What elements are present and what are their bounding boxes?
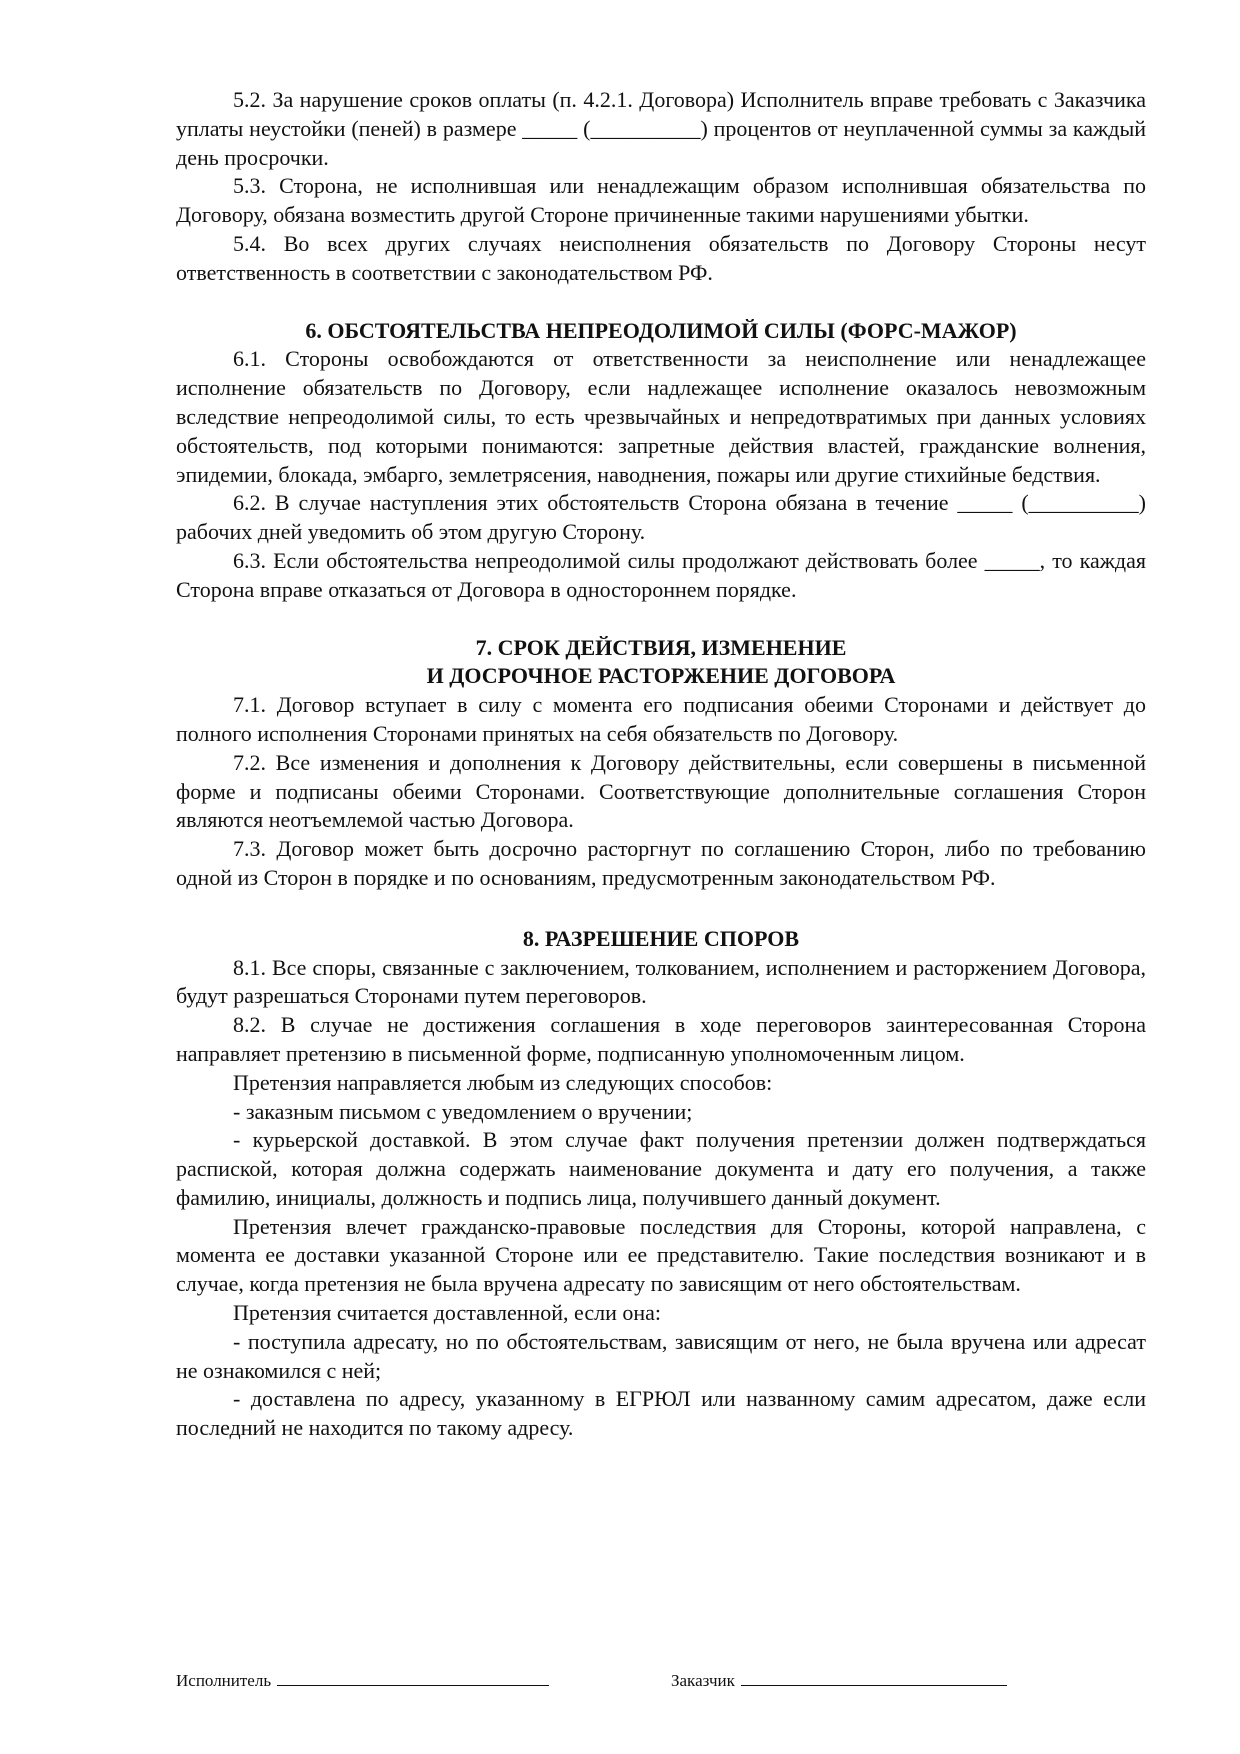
document-body — [176, 86, 1146, 1443]
section-8-disputes — [176, 925, 1146, 1443]
clause-6-2: 6.2. В случае наступления этих обстоятельств Сторона обязана в течение _____ (__________) рабочих дней уведомить об этом другую Сторону. — [176, 490, 1146, 545]
executor-signature-line — [277, 1667, 549, 1686]
section-6-heading: 6. ОБСТОЯТЕЛЬСТВА НЕПРЕОДОЛИМОЙ СИЛЫ (ФОРС-МАЖОР) — [305, 317, 1017, 343]
section-7-heading-line-1: 7. СРОК ДЕЙСТВИЯ, ИЗМЕНЕНИЕ — [475, 634, 847, 660]
clause-5-3: 5.3. Сторона, не исполнившая или ненадлежащим образом исполнившая обязательства по Договору, обязана возместить другой Стороне причиненные такими нарушениями убытки. — [176, 173, 1146, 228]
clause-5-4: 5.4. Во всех других случаях неисполнения обязательств по Договору Стороны несут ответственность в соответствии с законодательством РФ. — [176, 230, 1146, 285]
claim-method-registered-mail: - заказным письмом с уведомлением о вручении; — [233, 1098, 693, 1124]
claim-methods-intro: Претензия направляется любым из следующих способов: — [233, 1069, 773, 1095]
clause-5-2: 5.2. За нарушение сроков оплаты (п. 4.2.1. Договора) Исполнитель вправе требовать с Заказчика уплаты неустойки (пеней) в размере _____ (__________) процентов от неуплаченной суммы за каждый день просрочки. — [176, 87, 1146, 170]
section-7-term — [176, 634, 1146, 893]
claim-method-courier: - курьерской доставкой. В этом случае факт получения претензии должен подтверждаться распиской, которая должна содержать наименование документа и дату его получения, а также фамилию, инициалы, должность и подпись лица, получившего данный документ. — [176, 1127, 1146, 1210]
executor-signature — [176, 1667, 549, 1693]
customer-signature-line — [741, 1667, 1007, 1686]
claim-delivered-condition-1: - поступила адресату, но по обстоятельствам, зависящим от него, не была вручена или адресат не ознакомился с ней; — [176, 1328, 1146, 1383]
claim-delivered-condition-2: - доставлена по адресу, указанному в ЕГРЮЛ или названному самим адресатом, даже если последний не находится по такому адресу. — [176, 1386, 1146, 1441]
clause-7-1: 7.1. Договор вступает в силу с момента его подписания обеими Сторонами и действует до полного исполнения Сторонами принятых на себя обязательств по Договору. — [176, 692, 1146, 746]
section-8-heading: 8. РАЗРЕШЕНИЕ СПОРОВ — [522, 925, 800, 951]
section-6-force-majeure — [176, 317, 1146, 605]
clause-8-2: 8.2. В случае не достижения соглашения в ходе переговоров заинтересованная Сторона направляет претензию в письменной форме, подписанную уполномоченным лицом. — [176, 1012, 1146, 1066]
executor-label: Исполнитель — [176, 1671, 272, 1690]
clause-7-3: 7.3. Договор может быть досрочно расторгнут по соглашению Сторон, либо по требованию одной из Сторон в порядке и по основаниям, предусмотренным законодательством РФ. — [176, 836, 1146, 890]
section-7-heading-line-2: И ДОСРОЧНОЕ РАСТОРЖЕНИЕ ДОГОВОРА — [426, 663, 896, 689]
customer-label: Заказчик — [671, 1671, 735, 1690]
customer-signature — [671, 1667, 1007, 1693]
clause-7-2: 7.2. Все изменения и дополнения к Договору действительны, если совершены в письменной форме и подписаны обеими Сторонами. Соответствующие дополнительные соглашения Сторон являются неотъемлемой частью Договора. — [176, 749, 1146, 833]
claim-consequences: Претензия влечет гражданско-правовые последствия для Стороны, которой направлена, с момента ее доставки указанной Стороне или ее представителю. Такие последствия возникают и в случае, когда претензия не была вручена адресату по зависящим от него обстоятельствам. — [176, 1213, 1146, 1297]
claim-delivered-intro: Претензия считается доставленной, если она: — [233, 1300, 662, 1326]
clause-6-1: 6.1. Стороны освобождаются от ответственности за неисполнение или ненадлежащее исполнение обязательств по Договору, если надлежащее исполнение оказалось невозможным вследствие непреодолимой силы, то есть чрезвычайных и непредотвратимых при данных условиях обстоятельств, под которыми понимаются: запретные действия властей, гражданские волнения, эпидемии, блокада, эмбарго, землетрясения, наводнения, пожары или другие стихийные бедствия. — [176, 346, 1146, 487]
clause-6-3: 6.3. Если обстоятельства непреодолимой силы продолжают действовать более _____, то каждая Сторона вправе отказаться от Договора в одностороннем порядке. — [176, 547, 1146, 602]
clause-8-1: 8.1. Все споры, связанные с заключением, толкованием, исполнением и расторжением Договора, будут разрешаться Сторонами путем переговоров. — [176, 954, 1146, 1009]
section-5-liability — [176, 86, 1146, 288]
